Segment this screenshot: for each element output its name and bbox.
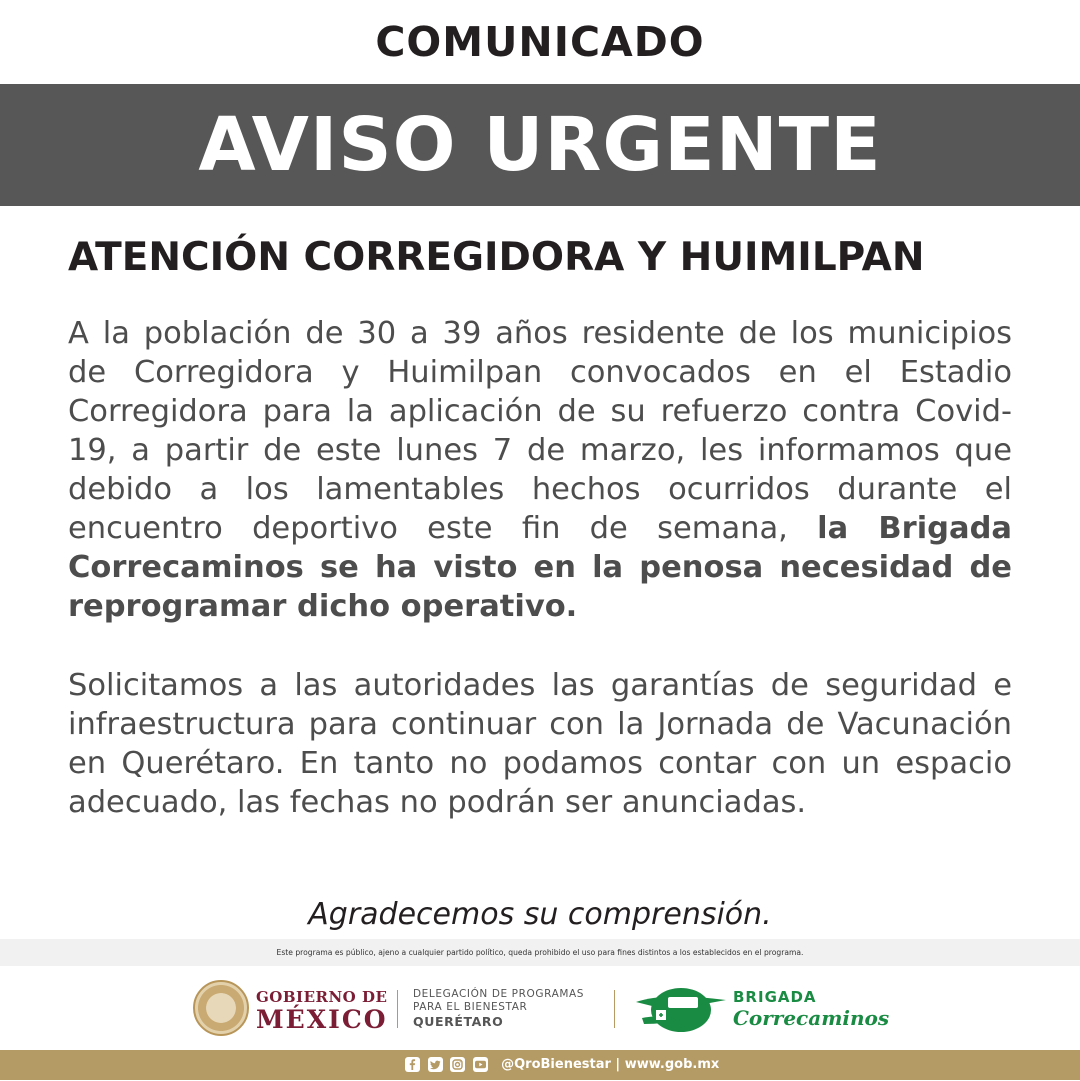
facebook-icon[interactable] [405,1057,420,1072]
twitter-icon[interactable] [428,1057,443,1072]
banner-title: AVISO URGENTE [198,102,882,188]
social-handle-text: @QroBienestar | www.gob.mx [501,1057,720,1072]
brigada-emblem-logo [634,980,728,1036]
gov-logo-line-1: GOBIERNO DE [256,988,388,1006]
logo-divider [614,990,615,1028]
deleg-line-2: PARA EL BIENESTAR [413,1001,528,1013]
notice-paragraph-1 [68,314,1012,626]
youtube-icon[interactable] [473,1057,488,1072]
disclaimer-bar [0,939,1080,966]
urgent-banner [0,84,1080,206]
instagram-icon[interactable] [450,1057,465,1072]
brigada-correcaminos-logo [733,988,889,1030]
paragraph-1-bold-text: la Brigada Correcaminos se ha visto en la penosa necesidad de reprogramar dicho operativo. [68,511,1012,624]
deleg-line-3: QUERÉTARO [413,1014,504,1029]
logo-strip [0,966,1080,1050]
mexico-seal-logo [193,980,249,1036]
footer-bar [0,1050,1080,1080]
gov-logo-line-2: MÉXICO [256,1005,388,1034]
footer-contact [405,1050,719,1080]
gobierno-de-mexico-logo [256,988,388,1034]
deleg-line-1: DELEGACIÓN DE PROGRAMAS [413,988,585,1000]
notice-paragraph-2: Solicitamos a las autoridades las garantías de seguridad e infraestructura para continuar con la Jornada de Vacunación en Querétaro. En tanto no podamos contar con un espacio adecuado, las fechas no podrán ser anunciadas. [68,668,1012,820]
brigada-line-2: Correcaminos [733,1006,890,1030]
logo-divider [397,990,398,1028]
disclaimer-text: Este programa es público, ajeno a cualquier partido político, queda prohibido el uso para fines distintos a los establecidos en el programa. [276,948,804,957]
brigada-line-1: BRIGADA [733,988,817,1006]
thanks-line: Agradecemos su comprensión. [308,897,772,932]
paragraph-1-text: A la población de 30 a 39 años residente de los municipios de Corregidora y Huimilpan convocados en el Estadio Corregidora para la aplicación de su refuerzo contra Covid-19, a partir de este lunes 7 de marzo, les informamos que debido a los lamentables hechos ocurridos durante el encuentro deportivo este fin de semana, [68,316,1012,546]
comunicado-label: COMUNICADO [375,18,705,66]
notice-heading: ATENCIÓN CORREGIDORA Y HUIMILPAN [68,235,925,280]
delegacion-logo [413,988,584,1030]
